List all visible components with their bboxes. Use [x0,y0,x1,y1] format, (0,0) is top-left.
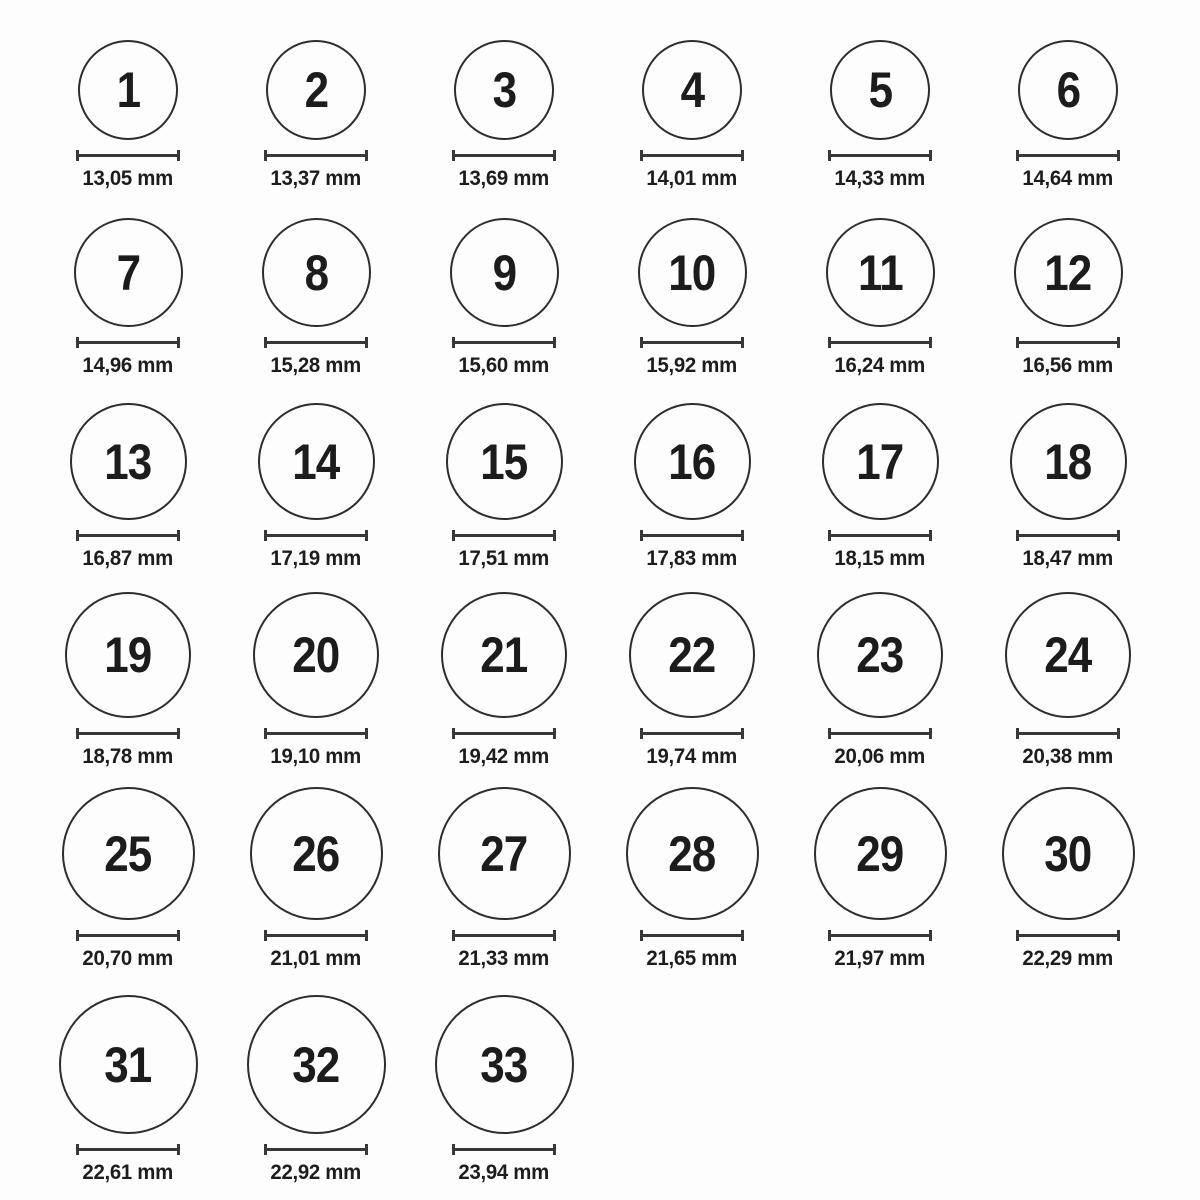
diameter-measure-line [264,1144,368,1155]
ring-circle [438,787,571,920]
ring-size-cell [222,995,410,1183]
diameter-label: 13,37 mm [270,167,362,190]
diameter-measure-line [1016,150,1120,161]
ring-circle [450,218,559,327]
ring-circle [435,995,574,1134]
measure-tick-left [640,150,643,161]
measure-tick-left [452,150,455,161]
diameter-label: 20,70 mm [82,947,174,970]
ring-size-cell [222,592,410,767]
ring-size-cell [974,403,1162,569]
ring-row [34,592,1200,767]
measure-tick-left [1016,530,1019,541]
ring-size-cell [598,592,786,767]
diameter-label: 20,06 mm [834,745,926,768]
measure-tick-right [1117,728,1120,739]
ring-size-number: 13 [104,433,152,490]
measure-bar [1016,534,1120,537]
ring-size-number: 19 [104,627,152,683]
ring-size-cell [598,40,786,189]
diameter-measure-line [76,728,180,739]
ring-size-number: 28 [668,825,716,882]
ring-size-number: 22 [668,627,716,683]
ring-circle [629,592,755,718]
ring-circle [59,995,198,1134]
ring-size-cell [786,403,974,569]
ring-size-number: 1 [116,62,140,118]
measure-bar [452,154,556,157]
measure-tick-right [553,530,556,541]
diameter-measure-line [828,530,932,541]
ring-circle [446,403,563,520]
diameter-label: 21,33 mm [458,947,550,970]
measure-bar [640,154,744,157]
diameter-label: 14,64 mm [1022,167,1114,190]
measure-tick-left [76,530,79,541]
ring-circle [814,787,947,920]
measure-bar [264,341,368,344]
measure-bar [1016,934,1120,937]
diameter-label: 21,65 mm [646,947,738,970]
measure-tick-left [452,530,455,541]
measure-tick-left [828,337,831,348]
diameter-measure-line [828,337,932,348]
diameter-measure-line [452,530,556,541]
ring-circle [441,592,567,718]
diameter-measure-line [640,930,744,941]
ring-row [34,995,1200,1183]
measure-tick-right [553,728,556,739]
ring-circle [817,592,943,718]
diameter-label: 20,38 mm [1022,745,1114,768]
ring-size-number: 4 [680,62,704,118]
measure-tick-left [76,930,79,941]
ring-circle [642,40,742,140]
diameter-label: 21,97 mm [834,947,926,970]
diameter-label: 15,60 mm [458,354,550,377]
ring-size-cell [222,787,410,969]
measure-tick-left [640,337,643,348]
ring-row [34,403,1200,569]
measure-bar [640,534,744,537]
measure-tick-right [177,930,180,941]
measure-bar [452,934,556,937]
ring-circle [253,592,379,718]
diameter-label: 16,24 mm [834,354,926,377]
measure-bar [828,341,932,344]
diameter-label: 15,92 mm [646,354,738,377]
measure-tick-left [640,530,643,541]
ring-size-cell [974,40,1162,189]
ring-size-cell [974,787,1162,969]
ring-size-cell [410,787,598,969]
ring-size-number: 18 [1044,433,1092,490]
diameter-measure-line [76,150,180,161]
ring-circle [65,592,191,718]
diameter-measure-line [264,530,368,541]
diameter-label: 17,19 mm [270,547,362,570]
ring-row [34,40,1200,189]
diameter-measure-line [264,728,368,739]
ring-size-cell [598,218,786,376]
diameter-label: 18,15 mm [834,547,926,570]
ring-size-cell [410,403,598,569]
measure-bar [76,341,180,344]
ring-circle [638,218,747,327]
ring-circle [247,995,386,1134]
ring-size-number: 25 [104,825,152,882]
ring-size-cell [410,995,598,1183]
diameter-measure-line [1016,930,1120,941]
diameter-measure-line [76,1144,180,1155]
ring-size-cell [222,403,410,569]
measure-bar [76,154,180,157]
ring-size-number: 7 [116,244,140,301]
measure-bar [264,934,368,937]
diameter-measure-line [452,150,556,161]
measure-tick-right [177,530,180,541]
measure-bar [452,341,556,344]
measure-tick-right [177,1144,180,1155]
measure-tick-right [1117,930,1120,941]
diameter-measure-line [76,530,180,541]
diameter-label: 23,94 mm [458,1161,550,1184]
ring-size-number: 29 [856,825,904,882]
diameter-measure-line [640,150,744,161]
diameter-measure-line [640,530,744,541]
ring-size-cell [34,40,222,189]
ring-size-cell [34,995,222,1183]
measure-tick-right [365,530,368,541]
measure-bar [264,732,368,735]
ring-size-number: 20 [292,627,340,683]
measure-tick-left [264,150,267,161]
ring-circle [634,403,751,520]
measure-tick-right [365,930,368,941]
measure-tick-left [1016,930,1019,941]
diameter-label: 16,87 mm [82,547,174,570]
measure-bar [640,341,744,344]
measure-tick-left [76,150,79,161]
ring-size-cell [410,40,598,189]
ring-size-number: 17 [856,433,904,490]
ring-row [34,218,1200,376]
ring-size-number: 16 [668,433,716,490]
measure-tick-left [264,530,267,541]
measure-tick-right [929,728,932,739]
measure-tick-right [929,930,932,941]
measure-bar [76,534,180,537]
measure-tick-right [553,930,556,941]
ring-size-number: 23 [856,627,904,683]
diameter-measure-line [828,150,932,161]
ring-size-number: 26 [292,825,340,882]
measure-bar [264,534,368,537]
ring-size-cell [222,40,410,189]
measure-tick-right [177,337,180,348]
diameter-measure-line [1016,530,1120,541]
diameter-label: 13,05 mm [82,167,174,190]
ring-size-number: 3 [492,62,516,118]
diameter-measure-line [264,930,368,941]
ring-size-number: 32 [292,1036,340,1093]
diameter-label: 19,74 mm [646,745,738,768]
ring-size-cell [410,592,598,767]
measure-bar [452,1148,556,1151]
measure-bar [76,732,180,735]
measure-tick-right [553,150,556,161]
measure-tick-right [365,1144,368,1155]
ring-size-number: 2 [304,62,328,118]
diameter-label: 22,29 mm [1022,947,1114,970]
ring-size-cell [974,592,1162,767]
diameter-measure-line [264,337,368,348]
measure-bar [452,534,556,537]
measure-bar [828,732,932,735]
ring-size-number: 27 [480,825,528,882]
ring-size-cell [34,787,222,969]
measure-tick-left [76,728,79,739]
measure-tick-right [553,337,556,348]
diameter-measure-line [452,728,556,739]
ring-size-chart [0,40,1200,1200]
diameter-measure-line [76,337,180,348]
ring-circle [1018,40,1118,140]
ring-size-number: 30 [1044,825,1092,882]
measure-bar [264,154,368,157]
ring-circle [626,787,759,920]
measure-tick-left [264,1144,267,1155]
ring-size-cell [786,787,974,969]
ring-size-cell [598,403,786,569]
diameter-label: 13,69 mm [458,167,550,190]
ring-size-number: 9 [492,244,516,301]
ring-size-number: 12 [1044,244,1092,301]
measure-tick-right [365,728,368,739]
measure-tick-right [929,337,932,348]
ring-size-number: 10 [668,244,716,301]
measure-tick-right [1117,530,1120,541]
ring-circle [62,787,195,920]
measure-tick-left [828,930,831,941]
ring-circle [1002,787,1135,920]
measure-bar [1016,154,1120,157]
diameter-label: 18,47 mm [1022,547,1114,570]
measure-bar [1016,341,1120,344]
measure-bar [640,732,744,735]
ring-size-cell [598,787,786,969]
diameter-label: 14,33 mm [834,167,926,190]
ring-circle [262,218,371,327]
measure-tick-left [452,1144,455,1155]
measure-tick-left [1016,337,1019,348]
ring-size-number: 5 [868,62,892,118]
ring-size-cell [222,218,410,376]
diameter-measure-line [76,930,180,941]
ring-circle [250,787,383,920]
diameter-measure-line [452,1144,556,1155]
diameter-label: 17,83 mm [646,547,738,570]
diameter-measure-line [828,930,932,941]
diameter-label: 15,28 mm [270,354,362,377]
diameter-label: 16,56 mm [1022,354,1114,377]
ring-circle [454,40,554,140]
diameter-measure-line [452,337,556,348]
ring-circle [822,403,939,520]
ring-size-number: 24 [1044,627,1092,683]
diameter-measure-line [828,728,932,739]
measure-tick-left [264,728,267,739]
ring-circle [1005,592,1131,718]
ring-size-number: 31 [104,1036,152,1093]
ring-circle [74,218,183,327]
ring-row [34,787,1200,969]
diameter-label: 17,51 mm [458,547,550,570]
measure-tick-left [76,1144,79,1155]
measure-tick-left [452,337,455,348]
ring-size-cell [34,403,222,569]
ring-size-number: 8 [304,244,328,301]
diameter-measure-line [1016,337,1120,348]
diameter-label: 22,92 mm [270,1161,362,1184]
measure-tick-left [1016,728,1019,739]
measure-tick-left [264,930,267,941]
measure-tick-right [177,728,180,739]
ring-size-cell [786,592,974,767]
measure-tick-right [929,150,932,161]
measure-tick-right [741,530,744,541]
measure-tick-left [76,337,79,348]
ring-size-cell [34,592,222,767]
ring-size-cell [974,218,1162,376]
ring-size-cell [34,218,222,376]
measure-tick-left [452,728,455,739]
diameter-measure-line [640,728,744,739]
ring-size-number: 21 [480,627,528,683]
measure-tick-right [741,930,744,941]
ring-circle [70,403,187,520]
measure-tick-right [741,150,744,161]
measure-bar [264,1148,368,1151]
measure-tick-right [1117,337,1120,348]
measure-tick-left [640,930,643,941]
ring-size-number: 14 [292,433,340,490]
diameter-measure-line [452,930,556,941]
ring-size-cell [786,218,974,376]
measure-tick-left [452,930,455,941]
ring-circle [258,403,375,520]
measure-bar [828,934,932,937]
measure-tick-right [1117,150,1120,161]
measure-tick-left [264,337,267,348]
measure-tick-left [640,728,643,739]
diameter-label: 14,96 mm [82,354,174,377]
ring-size-number: 6 [1056,62,1080,118]
measure-tick-right [553,1144,556,1155]
measure-tick-left [828,530,831,541]
diameter-label: 14,01 mm [646,167,738,190]
diameter-label: 18,78 mm [82,745,174,768]
measure-tick-left [828,728,831,739]
ring-circle [1010,403,1127,520]
measure-bar [76,934,180,937]
ring-size-cell [786,40,974,189]
ring-size-number: 33 [480,1036,528,1093]
measure-tick-right [177,150,180,161]
ring-size-number: 11 [857,244,903,301]
diameter-measure-line [1016,728,1120,739]
ring-size-number: 15 [480,433,528,490]
measure-bar [828,154,932,157]
measure-tick-right [365,337,368,348]
ring-circle [78,40,178,140]
ring-circle [266,40,366,140]
measure-bar [828,534,932,537]
ring-circle [826,218,935,327]
ring-circle [830,40,930,140]
measure-tick-right [741,728,744,739]
measure-tick-right [365,150,368,161]
ring-size-cell [410,218,598,376]
diameter-label: 22,61 mm [82,1161,174,1184]
measure-tick-right [929,530,932,541]
diameter-label: 19,42 mm [458,745,550,768]
diameter-measure-line [640,337,744,348]
ring-circle [1014,218,1123,327]
measure-bar [640,934,744,937]
diameter-measure-line [264,150,368,161]
measure-bar [452,732,556,735]
measure-tick-left [1016,150,1019,161]
diameter-label: 21,01 mm [270,947,362,970]
measure-bar [1016,732,1120,735]
measure-tick-right [741,337,744,348]
diameter-label: 19,10 mm [270,745,362,768]
measure-bar [76,1148,180,1151]
measure-tick-left [828,150,831,161]
